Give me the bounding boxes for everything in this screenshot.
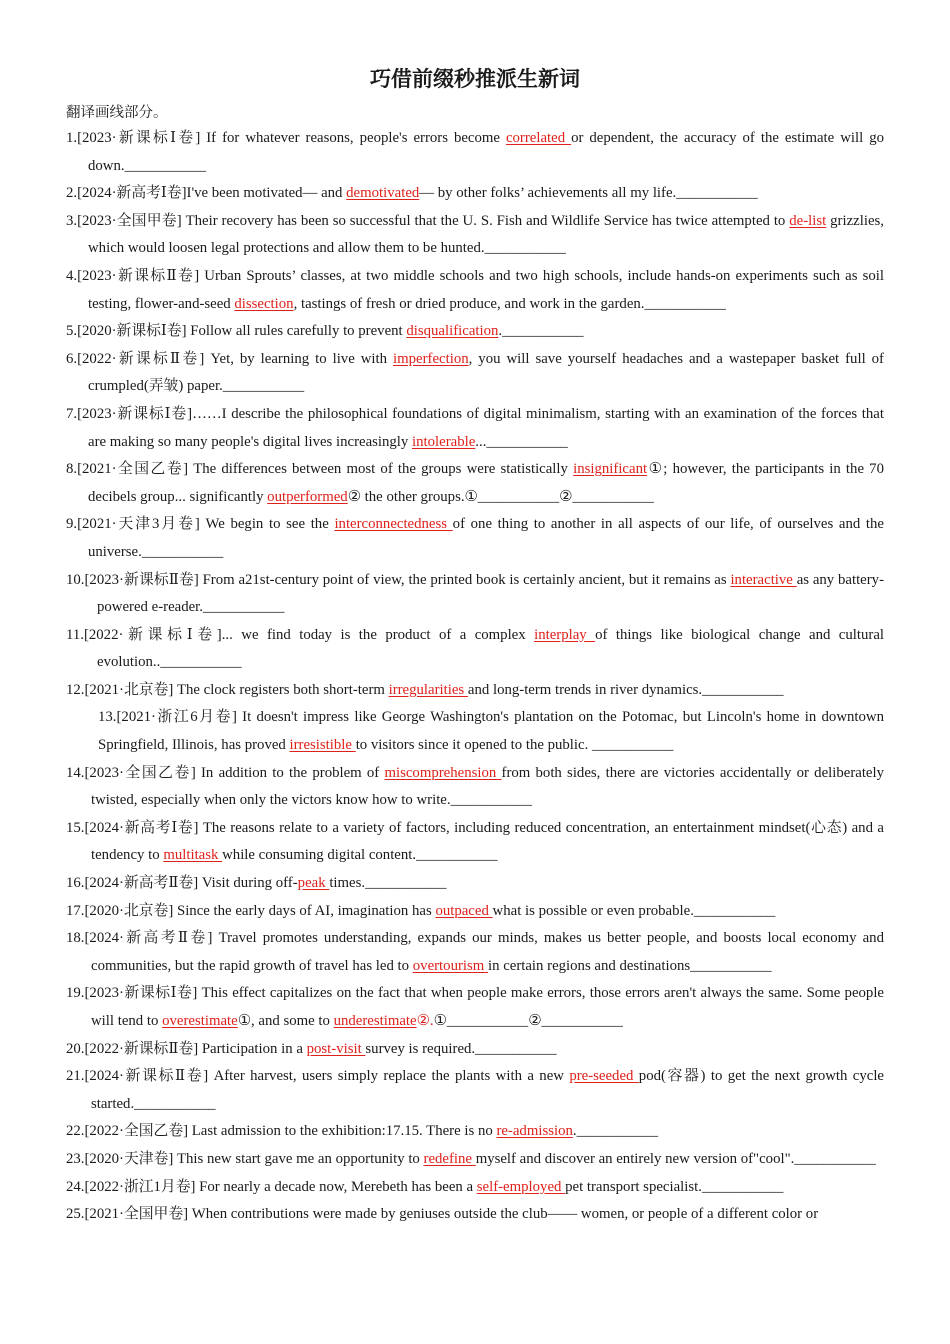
exercise-item (66, 346, 884, 401)
sentence-text: From a21st-century point of view, the printed book is certainly ancient, but it remains as (198, 571, 731, 588)
sentence-text: ①, and some to (237, 1013, 334, 1029)
sentence-text: survey is required. (365, 1040, 476, 1057)
answer-blank: ___________ (690, 957, 772, 974)
sentence-text: times. (329, 875, 366, 892)
exercise-item (66, 760, 884, 815)
source-label: 8.[2021·全国乙卷] (66, 461, 189, 478)
exercise-item (66, 704, 884, 759)
source-label: 14.[2023·全国乙卷] (66, 764, 196, 781)
underlined-keyword: irregularities (388, 681, 468, 698)
underlined-keyword: outpaced (435, 902, 493, 919)
source-label: 19.[2023·新课标Ⅰ卷] (66, 985, 198, 1002)
answer-blank: ___________ (702, 681, 784, 698)
sentence-text: ... (475, 433, 487, 450)
answer-blank: ___________ (475, 1040, 557, 1057)
exercise-item (66, 1146, 884, 1174)
underlined-keyword: redefine (423, 1150, 476, 1167)
sentence-text: of one thing to another in all aspects of our life, of ourselves and the universe. (88, 516, 884, 560)
source-label: 7.[2023·新课标Ⅰ卷] (66, 405, 193, 422)
answer-blank: ___________ (222, 378, 305, 395)
answer-blank: ___________ (701, 1178, 784, 1195)
source-label: 6.[2022·新课标Ⅱ卷] (66, 350, 205, 367)
sentence-text: ② the other groups.①___________②___________ (347, 488, 654, 505)
underlined-keyword: insignificant (573, 461, 648, 478)
source-label: 5.[2020·新课标Ⅰ卷] (66, 323, 187, 340)
sentence-text: and long-term trends in river dynamics. (467, 681, 703, 698)
exercise-item (66, 980, 884, 1035)
underlined-keyword: overestimate (162, 1013, 238, 1029)
source-label: 11.[2022·新课标Ⅰ卷] (66, 626, 222, 643)
sentence-text: It doesn't impress like George Washington's plantation on the Potomac, but Lincoln's home in downtown Springfield, Illinois, has proved (98, 709, 884, 754)
source-label: 22.[2022·全国乙卷] (66, 1123, 189, 1140)
source-label: 16.[2024·新高考Ⅱ卷] (66, 875, 199, 892)
answer-blank: ___________ (450, 792, 532, 809)
underlined-keyword: dissection (234, 295, 294, 312)
underlined-keyword: interconnectedness (334, 516, 453, 533)
source-label: 2.[2024·新高考Ⅰ卷] (66, 185, 187, 202)
sentence-text: If for whatever reasons, people's errors become (200, 130, 506, 146)
sentence-text: while consuming digital content. (222, 847, 417, 864)
answer-blank: ___________ (416, 847, 498, 864)
source-label: 3.[2023·全国甲卷] (66, 212, 182, 229)
sentence-text: Participation in a (198, 1040, 307, 1057)
sentence-text: I've been motivated— and (186, 185, 347, 202)
sentence-text: — by other folks’ achievements all my life. (419, 185, 677, 202)
exercise-item (66, 456, 884, 511)
source-label: 24.[2022·浙江1月卷] (66, 1178, 196, 1195)
source-label: 13.[2021·浙江6月卷] (98, 709, 237, 726)
underlined-keyword: pre-seeded (569, 1068, 639, 1085)
sentence-text: ①; however, the participants in the 70 decibels group... significantly (88, 461, 884, 505)
exercise-item (66, 567, 884, 622)
underlined-keyword: interactive (730, 571, 797, 588)
underlined-keyword: overtourism (412, 957, 488, 974)
sentence-text: ……I describe the philosophical foundations of digital minimalism, starting with an examination of the forces that are making so many people's digital lives increasingly (88, 405, 884, 450)
answer-blank: ___________ (644, 295, 726, 312)
sentence-text: The reasons relate to a variety of factors, including reduced concentration, an entertainment mindset(心态) and a tendency to (91, 819, 884, 864)
underlined-keyword: interplay (534, 626, 596, 643)
sentence-text: We begin to see the (199, 516, 335, 533)
underlined-keyword: peak (297, 875, 330, 892)
sentence-text: of things like biological change and cultural evolution.. (97, 626, 885, 671)
exercise-item (66, 511, 884, 566)
sentence-text: Follow all rules carefully to prevent (186, 323, 407, 340)
answer-blank: ___________ (502, 323, 584, 340)
answer-blank: ___________ (141, 543, 224, 560)
underlined-keyword: irresistible (289, 737, 356, 754)
sentence-text: grizzlies, which would loosen legal protections and allow them to be hunted. (88, 212, 884, 257)
source-label: 21.[2024·新课标Ⅱ卷] (66, 1068, 209, 1085)
answer-blank: ___________ (134, 1095, 216, 1112)
sentence-text: pod(容器) to get the next growth cycle started. (91, 1068, 884, 1112)
sentence-text: pet transport specialist. (565, 1178, 702, 1195)
underlined-keyword: de-list (789, 212, 827, 229)
sentence-text: as any battery-powered e-reader. (97, 571, 884, 616)
source-label: 9.[2021·天津3月卷] (66, 516, 200, 533)
sentence-text: This effect capitalizes on the fact that when people make errors, those errors aren't always the same. Some people will tend to (91, 985, 884, 1029)
sentence-text: to visitors since it opened to the public. (355, 737, 592, 754)
sentence-text: Last admission to the exhibition:17.15. There is no (188, 1123, 497, 1140)
page-title: 巧借前缀秒推派生新词 (370, 67, 580, 91)
exercise-item (66, 815, 884, 870)
sentence-text: Travel promotes understanding, expands our minds, makes us better people, and boosts local economy and communities, but the rapid growth of travel has led to (91, 930, 884, 974)
sentence-text: , tastings of fresh or dried produce, and work in the garden. (293, 295, 645, 312)
exercise-item (66, 925, 884, 980)
sentence-text: This new start gave me an opportunity to (173, 1150, 424, 1167)
marker-text: ②. (416, 1013, 434, 1029)
exercise-item (66, 1174, 884, 1202)
exercise-item (66, 1036, 884, 1064)
underlined-keyword: correlated (505, 130, 572, 146)
source-label: 15.[2024·新高考Ⅰ卷] (66, 819, 199, 836)
source-label: 4.[2023·新课标Ⅱ卷] (66, 267, 200, 284)
sentence-text: Yet, by learning to live with (204, 350, 394, 367)
answer-blank: ___________ (576, 1123, 658, 1140)
instruction-text: 翻译画线部分。 (66, 105, 168, 121)
answer-blank: ___________ (676, 185, 758, 202)
underlined-keyword: self-employed (476, 1178, 566, 1195)
underlined-keyword: post-visit (306, 1040, 366, 1057)
source-label: 23.[2020·天津卷] (66, 1150, 174, 1167)
sentence-text: The clock registers both short-term (173, 681, 389, 698)
exercise-item (66, 677, 884, 705)
underlined-keyword: demotivated (346, 185, 420, 202)
sentence-text: Urban Sprouts’ classes, at two middle schools and two high schools, include hands-on experiments such as soil testing, flower-and-seed (88, 267, 884, 312)
sentence-text: . (572, 1123, 577, 1140)
sentence-text: Their recovery has been so successful that the U. S. Fish and Wildlife Service has twice attempted to (181, 212, 790, 229)
sentence-text: . (498, 323, 503, 340)
underlined-keyword: re-admission (496, 1123, 573, 1140)
source-label: 20.[2022·新课标Ⅱ卷] (66, 1040, 199, 1057)
source-label: 10.[2023·新课标Ⅱ卷] (66, 571, 199, 588)
answer-blank: ___________ (486, 433, 568, 450)
exercise-item (66, 622, 884, 677)
answer-blank: ___________ (160, 654, 242, 671)
answer-blank: ___________ (202, 599, 285, 616)
underlined-keyword: imperfection (393, 350, 469, 367)
sentence-text: The differences between most of the groups were statistically (188, 461, 574, 478)
exercise-item (66, 208, 884, 263)
sentence-text: For nearly a decade now, Merebeth has been a (195, 1178, 477, 1195)
sentence-text: or dependent, the accuracy of the estimate will go down. (88, 130, 884, 174)
sentence-text: After harvest, users simply replace the plants with a new (208, 1068, 570, 1085)
answer-blank: ___________ (592, 737, 674, 754)
exercise-item (66, 318, 884, 346)
underlined-keyword: miscomprehension (384, 764, 502, 781)
exercise-item (66, 870, 884, 898)
sentence-text: , you will save yourself headaches and a wastepaper basket full of crumpled(弄皱) paper. (88, 350, 884, 395)
sentence-text: ①___________②___________ (433, 1013, 623, 1029)
sentence-text: In addition to the problem of (195, 764, 385, 781)
underlined-keyword: underestimate (333, 1013, 417, 1029)
underlined-keyword: intolerable (412, 433, 476, 450)
source-label: 18.[2024·新高考Ⅱ卷] (66, 930, 213, 947)
underlined-keyword: disqualification (406, 323, 499, 340)
sentence-text: from both sides, there are victories accidentally or deliberately twisted, especially when only the victors know how to write. (91, 764, 885, 809)
sentence-text: When contributions were made by geniuses outside the club—— women, or people of a different color or (188, 1206, 819, 1223)
source-label: 1.[2023·新课标Ⅰ卷] (66, 130, 201, 146)
source-label: 25.[2021·全国甲卷] (66, 1206, 189, 1223)
exercise-item (66, 125, 884, 180)
answer-blank: ___________ (484, 240, 566, 257)
sentence-text: what is possible or even probable. (492, 902, 694, 919)
answer-blank: ___________ (794, 1150, 876, 1167)
exercise-item (66, 898, 884, 926)
underlined-keyword: outperformed (267, 488, 348, 505)
sentence-text: in certain regions and destinations (487, 957, 691, 974)
exercise-item (66, 180, 884, 208)
source-label: 12.[2021·北京卷] (66, 681, 174, 698)
exercise-item (66, 401, 884, 456)
exercise-item (66, 1063, 884, 1118)
underlined-keyword: multitask (163, 847, 223, 864)
sentence-text: Since the early days of AI, imagination has (173, 902, 436, 919)
answer-blank: ___________ (693, 902, 776, 919)
sentence-text: Visit during off- (198, 875, 298, 892)
exercise-item (66, 1201, 884, 1229)
exercise-item (66, 263, 884, 318)
exercise-item (66, 1118, 884, 1146)
source-label: 17.[2020·北京卷] (66, 902, 174, 919)
exercise-list (66, 125, 884, 1229)
answer-blank: ___________ (124, 157, 206, 174)
sentence-text: ... we find today is the product of a complex (221, 626, 535, 643)
answer-blank: ___________ (365, 875, 447, 892)
sentence-text: myself and discover an entirely new version of"cool". (475, 1150, 795, 1167)
